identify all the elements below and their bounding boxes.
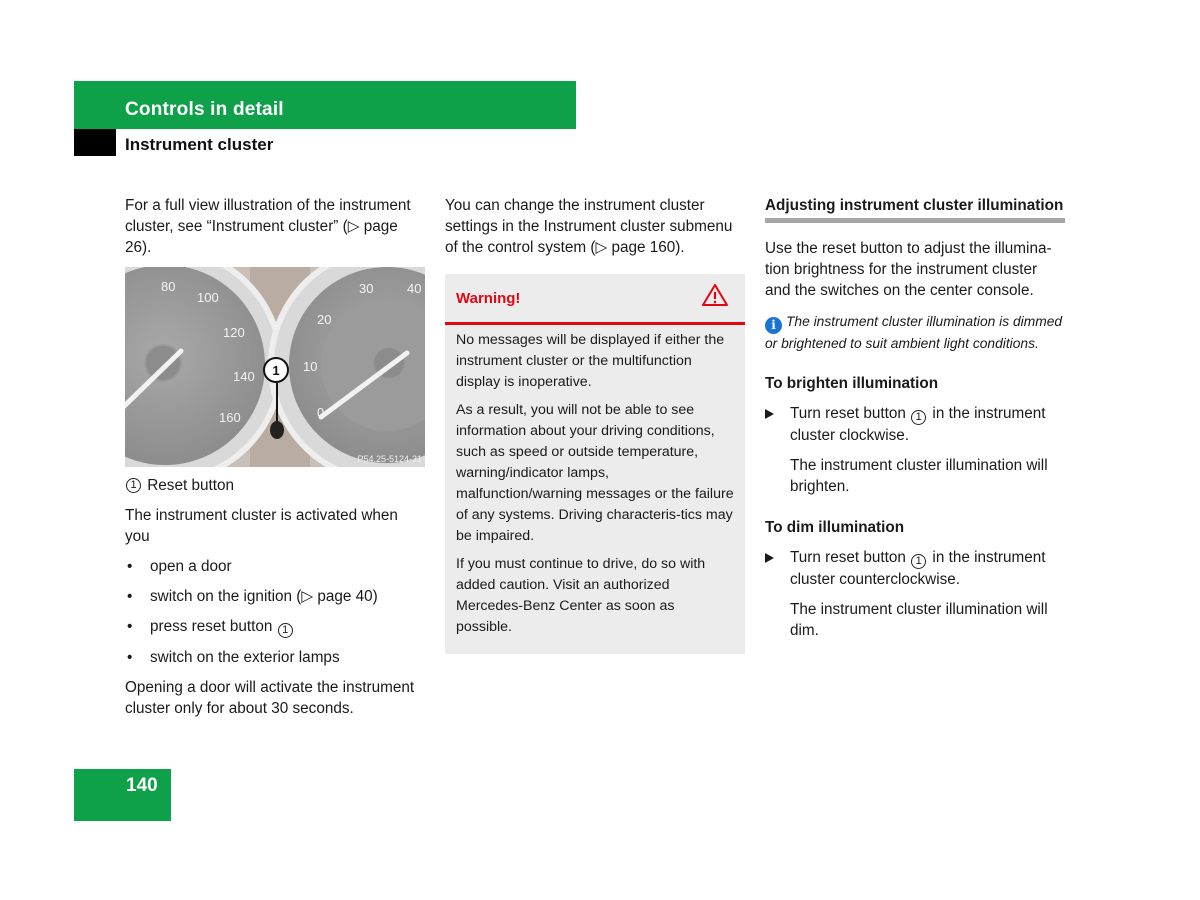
illumination-intro: Use the reset button to adjust the illumina-tion brightness for the instrument cluster and the switches on the center console. xyxy=(765,240,1052,299)
step-text: in the instrument cluster counterclockwise. xyxy=(790,549,1046,588)
list-item xyxy=(125,616,425,638)
list-item-text: switch on the exterior lamps xyxy=(150,649,340,666)
warning-paragraph: No messages will be displayed if either the instrument cluster or the multifunction display is inoperative. xyxy=(456,332,725,390)
brighten-heading: To brighten illumination xyxy=(765,375,939,392)
list-item-text: press reset button xyxy=(150,618,273,635)
activation-intro: The instrument cluster is activated when you xyxy=(125,507,398,545)
item-number-badge: 1 xyxy=(278,623,293,638)
item-number-badge: 1 xyxy=(126,478,141,493)
warning-box xyxy=(445,274,745,654)
subsection-title: Instrument cluster xyxy=(125,135,274,154)
step-text: Turn reset button xyxy=(790,549,906,566)
column-middle xyxy=(445,195,745,654)
step-arrow-icon xyxy=(765,553,774,563)
info-text: The instrument cluster illumination is dimmed or brightened to suit ambient light conditions. xyxy=(765,314,1063,351)
dim-heading: To dim illumination xyxy=(765,519,905,536)
caption-text: Reset button xyxy=(147,477,234,494)
intro-text: For a full view illustration of the instrument cluster, see “Instrument cluster” (▷ page 26). xyxy=(125,197,411,256)
dim-result: The instrument cluster illumination will dim. xyxy=(790,601,1048,639)
warning-title: Warning! xyxy=(456,289,521,307)
brighten-result: The instrument cluster illumination will brighten. xyxy=(790,457,1048,495)
rpm-label: 40 xyxy=(407,281,422,296)
instrument-cluster-illustration xyxy=(125,267,425,467)
step-text: in the instrument cluster clockwise. xyxy=(790,405,1046,444)
warning-body xyxy=(445,325,745,638)
warning-header xyxy=(445,274,745,325)
item-number-badge: 1 xyxy=(911,410,926,425)
column-right xyxy=(765,195,1065,641)
settings-text: You can change the instrument cluster settings in the Instrument cluster submenu of the control system (▷ page 160). xyxy=(445,197,733,256)
list-item xyxy=(125,556,425,577)
column-left xyxy=(125,195,425,719)
speed-label: 80 xyxy=(161,279,176,294)
rpm-label: 20 xyxy=(317,312,332,327)
dim-step xyxy=(765,547,1065,590)
figure-caption xyxy=(125,475,425,496)
list-item-text: open a door xyxy=(150,558,232,575)
subsection-marker xyxy=(74,129,116,156)
rpm-label: 0 xyxy=(317,405,325,420)
activation-list xyxy=(125,556,425,668)
closing-text: Opening a door will activate the instrument cluster only for about 30 seconds. xyxy=(125,679,415,717)
speed-label: 120 xyxy=(223,325,245,340)
item-number-badge: 1 xyxy=(911,554,926,569)
info-note xyxy=(765,312,1065,353)
instrument-cluster-figure xyxy=(125,267,425,467)
warning-triangle-icon xyxy=(701,283,729,313)
rpm-label: 10 xyxy=(303,359,318,374)
step-text: Turn reset button xyxy=(790,405,906,422)
list-item xyxy=(125,647,425,668)
speed-label: 160 xyxy=(219,410,241,425)
brighten-step xyxy=(765,403,1065,446)
info-icon: i xyxy=(765,317,782,334)
list-item-text: switch on the ignition (▷ page 40) xyxy=(150,588,378,605)
warning-paragraph: If you must continue to drive, do so with added caution. Visit an authorized Mercedes-Benz Center as soon as possible. xyxy=(456,556,706,635)
speed-label: 140 xyxy=(233,369,255,384)
warning-paragraph: As a result, you will not be able to see information about your driving conditions, such as speed or outside temperature, warning/indicator lamps, malfunction/warning messages or the failure of any systems. Driving characteris-tics may be impaired. xyxy=(456,402,734,544)
illumination-heading: Adjusting instrument cluster illumination xyxy=(765,195,1065,223)
speed-label: 100 xyxy=(197,290,219,305)
rpm-label: 30 xyxy=(359,281,374,296)
page-number: 140 xyxy=(126,775,158,796)
callout-number: 1 xyxy=(272,363,280,378)
figure-code: P54.25-5124-31 xyxy=(357,454,422,464)
list-item xyxy=(125,586,425,607)
section-title: Controls in detail xyxy=(125,99,284,120)
step-arrow-icon xyxy=(765,409,774,419)
